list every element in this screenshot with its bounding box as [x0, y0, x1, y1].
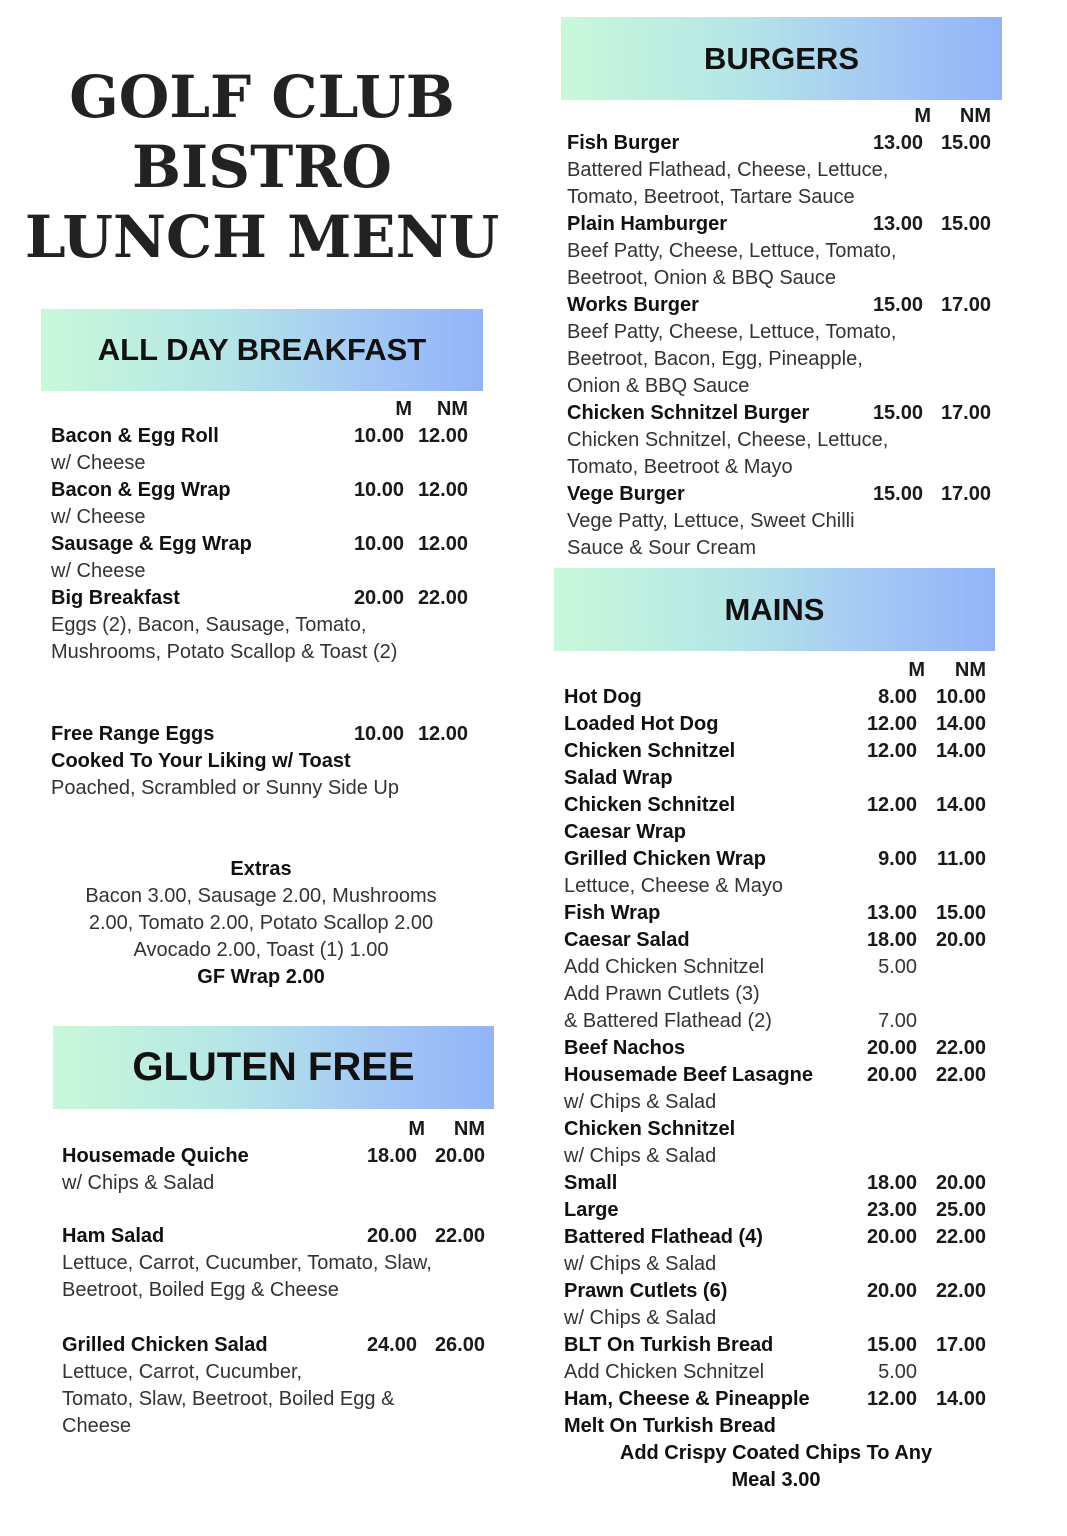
- member-price: 13.00: [872, 132, 923, 154]
- member-price: 13.00: [872, 213, 923, 235]
- item-text: Vege Patty, Lettuce, Sweet Chilli: [567, 510, 855, 532]
- item-text: Add Chicken Schnitzel: [564, 956, 765, 978]
- member-price: 10.00: [353, 723, 404, 745]
- non-member-price: 22.00: [935, 1280, 986, 1302]
- title-line: LUNCH MENU: [24, 203, 500, 271]
- menu-item-row: [51, 531, 471, 558]
- menu-item-row: [51, 423, 471, 450]
- item-text: w/ Chips & Salad: [564, 1307, 717, 1329]
- item-text: Ham Salad: [62, 1225, 165, 1247]
- member-price: 12.00: [866, 1388, 917, 1410]
- menu-item-row: [564, 684, 988, 711]
- menu-title: [22, 62, 502, 272]
- member-price: 18.00: [866, 1172, 917, 1194]
- nm-column-header: NM: [954, 659, 986, 681]
- non-member-price: 14.00: [935, 1388, 986, 1410]
- menu-item-row: [51, 856, 471, 883]
- item-text: Battered Flathead, Cheese, Lettuce,: [567, 159, 889, 181]
- menu-item-row: [567, 319, 992, 346]
- menu-item-row: [51, 504, 471, 531]
- item-text: w/ Chips & Salad: [564, 1145, 717, 1167]
- item-text: Sausage & Egg Wrap: [51, 533, 252, 555]
- item-text: w/ Cheese: [51, 506, 146, 528]
- menu-item-row: [51, 612, 471, 639]
- menu-item-row: [62, 1223, 486, 1250]
- nm-column-header: NM: [959, 105, 991, 127]
- menu-item-row: [564, 1143, 988, 1170]
- menu-item-row: [51, 477, 471, 504]
- member-price: 7.00: [878, 1010, 917, 1032]
- item-text: w/ Chips & Salad: [62, 1172, 215, 1194]
- member-price: 15.00: [872, 294, 923, 316]
- member-price: 5.00: [878, 1361, 917, 1383]
- menu-item-row: [564, 1251, 988, 1278]
- item-text: Housemade Beef Lasagne: [564, 1064, 813, 1086]
- non-member-price: 22.00: [935, 1037, 986, 1059]
- mains-section: [564, 657, 988, 1494]
- item-text: Beetroot, Onion & BBQ Sauce: [567, 267, 837, 289]
- item-text: Chicken Schnitzel Burger: [567, 402, 810, 424]
- menu-item-row: [567, 535, 992, 562]
- menu-item-row: [51, 775, 471, 802]
- member-price: 9.00: [878, 848, 917, 870]
- member-price: 18.00: [866, 929, 917, 951]
- nm-column-header: NM: [453, 1118, 485, 1140]
- menu-item-row: [62, 1386, 486, 1413]
- member-price: 8.00: [878, 686, 917, 708]
- member-price: 15.00: [872, 402, 923, 424]
- item-text: Salad Wrap: [564, 767, 673, 789]
- menu-item-row: [62, 1250, 486, 1277]
- menu-item-row: [567, 292, 992, 319]
- title-line: GOLF CLUB: [69, 63, 455, 131]
- non-member-price: 14.00: [935, 740, 986, 762]
- item-text: Lettuce, Carrot, Cucumber, Tomato, Slaw,: [62, 1252, 432, 1274]
- menu-item-row: [51, 748, 471, 775]
- member-price: 20.00: [353, 587, 404, 609]
- m-column-header: M: [914, 105, 931, 127]
- item-text: Plain Hamburger: [567, 213, 728, 235]
- menu-item-row: [564, 819, 988, 846]
- menu-item-row: [564, 765, 988, 792]
- item-text: Melt On Turkish Bread: [564, 1415, 776, 1437]
- menu-item-row: [62, 1277, 486, 1304]
- item-text: 2.00, Tomato 2.00, Potato Scallop 2.00: [88, 912, 434, 934]
- menu-item-row: [567, 508, 992, 535]
- menu-item-row: [567, 454, 992, 481]
- menu-item-row: [564, 927, 988, 954]
- member-price: 20.00: [866, 1226, 917, 1248]
- item-text: Beef Nachos: [564, 1037, 686, 1059]
- member-price: 20.00: [866, 1064, 917, 1086]
- mains-heading: MAINS: [554, 568, 995, 651]
- non-member-price: 15.00: [940, 132, 991, 154]
- menu-item-row: [51, 721, 471, 748]
- menu-item-row: [51, 964, 471, 991]
- item-text: Big Breakfast: [51, 587, 180, 609]
- menu-item-row: [51, 639, 471, 666]
- breakfast-section: [51, 396, 471, 991]
- item-text: Chicken Schnitzel: [564, 1118, 736, 1140]
- item-text: & Battered Flathead (2): [564, 1010, 772, 1032]
- menu-item-row: [564, 1116, 988, 1143]
- menu-item-row: [564, 900, 988, 927]
- item-text: Add Crispy Coated Chips To Any: [619, 1442, 933, 1464]
- non-member-price: 17.00: [935, 1334, 986, 1356]
- item-text: Ham, Cheese & Pineapple: [564, 1388, 810, 1410]
- menu-item-row: [567, 427, 992, 454]
- menu-item-row: [567, 238, 992, 265]
- menu-item-row: [564, 738, 988, 765]
- menu-item-row: [564, 1305, 988, 1332]
- non-member-price: 15.00: [940, 213, 991, 235]
- menu-item-row: [567, 400, 992, 427]
- menu-item-row: [564, 1008, 988, 1035]
- item-text: Beetroot, Boiled Egg & Cheese: [62, 1279, 339, 1301]
- menu-item-row: [567, 211, 992, 238]
- member-price: 12.00: [866, 794, 917, 816]
- member-price: 15.00: [866, 1334, 917, 1356]
- item-text: Bacon & Egg Roll: [51, 425, 219, 447]
- non-member-price: 12.00: [417, 533, 468, 555]
- non-member-price: 12.00: [417, 479, 468, 501]
- menu-item-row: [62, 1170, 486, 1197]
- item-text: Caesar Salad: [564, 929, 690, 951]
- non-member-price: 26.00: [434, 1334, 485, 1356]
- member-price: 20.00: [866, 1037, 917, 1059]
- item-text: Beetroot, Bacon, Egg, Pineapple,: [567, 348, 863, 370]
- gluten-free-section: [62, 1116, 486, 1440]
- item-text: Add Chicken Schnitzel: [564, 1361, 765, 1383]
- menu-item-row: [564, 711, 988, 738]
- non-member-price: 15.00: [935, 902, 986, 924]
- item-text: Chicken Schnitzel: [564, 794, 736, 816]
- menu-item-row: [564, 981, 988, 1008]
- item-text: Works Burger: [567, 294, 699, 316]
- member-price: 5.00: [878, 956, 917, 978]
- item-text: Beef Patty, Cheese, Lettuce, Tomato,: [567, 240, 897, 262]
- m-column-header: M: [408, 1118, 425, 1140]
- item-text: Chicken Schnitzel: [564, 740, 736, 762]
- item-text: Lettuce, Cheese & Mayo: [564, 875, 784, 897]
- menu-item-row: [62, 1143, 486, 1170]
- non-member-price: 17.00: [940, 483, 991, 505]
- member-price: 12.00: [866, 713, 917, 735]
- member-price: 23.00: [866, 1199, 917, 1221]
- non-member-price: 14.00: [935, 794, 986, 816]
- burgers-heading: BURGERS: [561, 17, 1002, 100]
- menu-item-row: [564, 1440, 988, 1467]
- item-text: GF Wrap 2.00: [197, 966, 325, 988]
- member-price: 13.00: [866, 902, 917, 924]
- item-text: Sauce & Sour Cream: [567, 537, 756, 559]
- item-text: Bacon 3.00, Sausage 2.00, Mushrooms: [85, 885, 437, 907]
- item-text: Large: [564, 1199, 619, 1221]
- item-text: Add Prawn Cutlets (3): [564, 983, 760, 1005]
- item-text: w/ Chips & Salad: [564, 1091, 717, 1113]
- menu-item-row: [567, 130, 992, 157]
- m-column-header: M: [908, 659, 925, 681]
- menu-item-row: [564, 1413, 988, 1440]
- non-member-price: 17.00: [940, 294, 991, 316]
- menu-item-row: [564, 1170, 988, 1197]
- item-text: Housemade Quiche: [62, 1145, 249, 1167]
- non-member-price: 12.00: [417, 425, 468, 447]
- burgers-section: [567, 103, 992, 562]
- item-text: Avocado 2.00, Toast (1) 1.00: [133, 939, 389, 961]
- member-price: 20.00: [366, 1225, 417, 1247]
- item-text: Grilled Chicken Wrap: [564, 848, 766, 870]
- m-column-header: M: [395, 398, 412, 420]
- menu-item-row: [564, 846, 988, 873]
- item-text: Grilled Chicken Salad: [62, 1334, 268, 1356]
- menu-item-row: [564, 1089, 988, 1116]
- menu-item-row: [51, 883, 471, 910]
- member-price: 15.00: [872, 483, 923, 505]
- item-text: Mushrooms, Potato Scallop & Toast (2): [51, 641, 398, 663]
- non-member-price: 17.00: [940, 402, 991, 424]
- item-text: Meal 3.00: [731, 1469, 821, 1491]
- menu-item-row: [62, 1359, 486, 1386]
- menu-item-row: [564, 1359, 988, 1386]
- item-text: w/ Chips & Salad: [564, 1253, 717, 1275]
- menu-item-row: [51, 937, 471, 964]
- menu-item-row: [567, 265, 992, 292]
- menu-item-row: [564, 1224, 988, 1251]
- item-text: Fish Burger: [567, 132, 680, 154]
- menu-item-row: [564, 792, 988, 819]
- item-text: Chicken Schnitzel, Cheese, Lettuce,: [567, 429, 889, 451]
- item-text: Caesar Wrap: [564, 821, 686, 843]
- menu-item-row: [564, 873, 988, 900]
- price-column-headers: [51, 396, 471, 423]
- item-text: Battered Flathead (4): [564, 1226, 763, 1248]
- menu-item-row: [567, 184, 992, 211]
- item-text: Onion & BBQ Sauce: [567, 375, 750, 397]
- item-text: Vege Burger: [567, 483, 685, 505]
- item-text: w/ Cheese: [51, 560, 146, 582]
- member-price: 12.00: [866, 740, 917, 762]
- item-text: Cooked To Your Liking w/ Toast: [51, 750, 351, 772]
- menu-item-row: [564, 1035, 988, 1062]
- nm-column-header: NM: [436, 398, 468, 420]
- item-text: Beef Patty, Cheese, Lettuce, Tomato,: [567, 321, 897, 343]
- item-text: Tomato, Beetroot & Mayo: [567, 456, 793, 478]
- menu-item-row: [51, 585, 471, 612]
- gluten-free-heading: GLUTEN FREE: [53, 1026, 494, 1109]
- item-text: Hot Dog: [564, 686, 642, 708]
- menu-item-row: [567, 373, 992, 400]
- menu-item-row: [51, 558, 471, 585]
- menu-item-row: [567, 481, 992, 508]
- menu-item-row: [567, 346, 992, 373]
- menu-item-row: [51, 910, 471, 937]
- non-member-price: 22.00: [434, 1225, 485, 1247]
- breakfast-heading: ALL DAY BREAKFAST: [41, 309, 483, 391]
- menu-item-row: [564, 1467, 988, 1494]
- price-column-headers: [62, 1116, 486, 1143]
- item-text: Lettuce, Carrot, Cucumber,: [62, 1361, 303, 1383]
- item-text: Extras: [230, 858, 292, 880]
- member-price: 18.00: [366, 1145, 417, 1167]
- non-member-price: 10.00: [935, 686, 986, 708]
- menu-item-row: [62, 1413, 486, 1440]
- menu-item-row: [564, 954, 988, 981]
- item-text: Free Range Eggs: [51, 723, 215, 745]
- non-member-price: 20.00: [434, 1145, 485, 1167]
- item-text: BLT On Turkish Bread: [564, 1334, 774, 1356]
- item-text: Poached, Scrambled or Sunny Side Up: [51, 777, 399, 799]
- non-member-price: 12.00: [417, 723, 468, 745]
- menu-item-row: [564, 1062, 988, 1089]
- menu-item-row: [564, 1197, 988, 1224]
- member-price: 10.00: [353, 533, 404, 555]
- menu-item-row: [567, 157, 992, 184]
- item-text: w/ Cheese: [51, 452, 146, 474]
- menu-item-row: [564, 1332, 988, 1359]
- item-text: Tomato, Slaw, Beetroot, Boiled Egg &: [62, 1388, 395, 1410]
- member-price: 10.00: [353, 479, 404, 501]
- menu-item-row: [62, 1332, 486, 1359]
- item-text: Small: [564, 1172, 618, 1194]
- non-member-price: 25.00: [935, 1199, 986, 1221]
- menu-item-row: [564, 1278, 988, 1305]
- member-price: 24.00: [366, 1334, 417, 1356]
- item-text: Eggs (2), Bacon, Sausage, Tomato,: [51, 614, 367, 636]
- item-text: Tomato, Beetroot, Tartare Sauce: [567, 186, 855, 208]
- non-member-price: 11.00: [937, 848, 986, 870]
- non-member-price: 20.00: [935, 1172, 986, 1194]
- member-price: 20.00: [866, 1280, 917, 1302]
- menu-item-row: [51, 450, 471, 477]
- item-text: Fish Wrap: [564, 902, 661, 924]
- non-member-price: 22.00: [417, 587, 468, 609]
- non-member-price: 14.00: [935, 713, 986, 735]
- item-text: Cheese: [62, 1415, 131, 1437]
- item-text: Loaded Hot Dog: [564, 713, 719, 735]
- non-member-price: 22.00: [935, 1064, 986, 1086]
- menu-item-row: [564, 1386, 988, 1413]
- title-line: BISTRO: [132, 133, 392, 201]
- member-price: 10.00: [353, 425, 404, 447]
- non-member-price: 20.00: [935, 929, 986, 951]
- item-text: Bacon & Egg Wrap: [51, 479, 231, 501]
- non-member-price: 22.00: [935, 1226, 986, 1248]
- price-column-headers: [567, 103, 992, 130]
- price-column-headers: [564, 657, 988, 684]
- item-text: Prawn Cutlets (6): [564, 1280, 728, 1302]
